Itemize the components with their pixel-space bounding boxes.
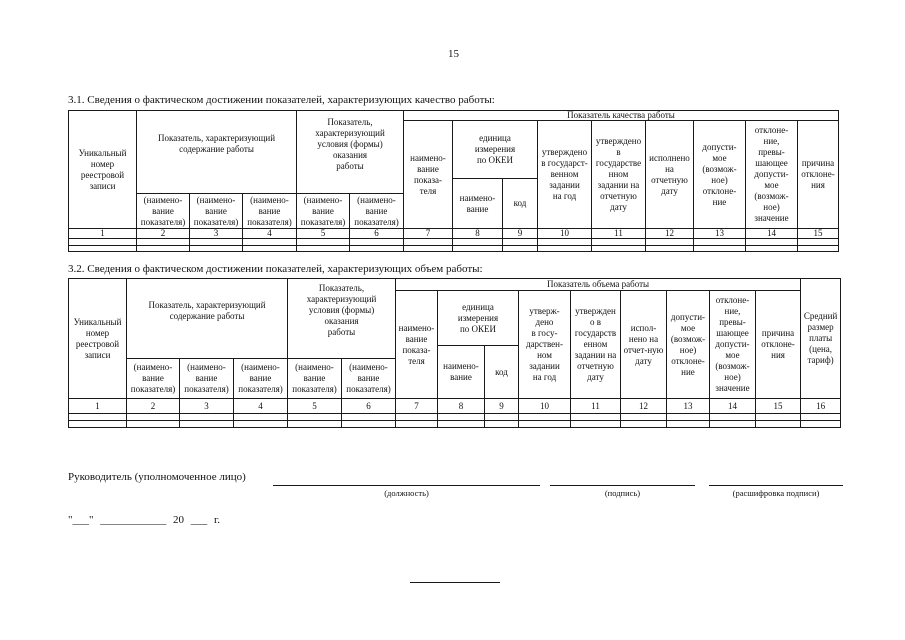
column-number: 4: [243, 229, 297, 239]
header-executed-on-reporting-date: испол- нено на отчет-ную дату: [621, 291, 667, 399]
column-number: 1: [69, 399, 127, 414]
signature-decoding-line: [709, 485, 843, 486]
header-excess-deviation: отклоне- ние, превы- шающее допусти- мое (возмож- ное) значение: [746, 121, 798, 229]
column-number: 13: [694, 229, 746, 239]
data-cell: [288, 421, 342, 428]
column-number: 8: [438, 399, 485, 414]
column-number: 15: [756, 399, 801, 414]
data-cell: [396, 414, 438, 421]
subheader-indicator-name: (наимено- вание показателя): [243, 194, 297, 229]
data-cell: [621, 421, 667, 428]
header-approved-for-year: утверждено в государст- венном задании на год: [538, 121, 592, 229]
header-unit-code: код: [485, 346, 519, 399]
column-number: 12: [646, 229, 694, 239]
column-number: 4: [234, 399, 288, 414]
column-number: 3: [180, 399, 234, 414]
data-cell: [234, 421, 288, 428]
header-approved-for-reporting-date: утверждено в государстве нном задании на отчетную дату: [592, 121, 646, 229]
column-number: 9: [485, 399, 519, 414]
header-unit-code: код: [503, 179, 538, 229]
data-cell: [137, 246, 190, 252]
subheader-indicator-name: (наимено- вание показателя): [234, 359, 288, 399]
data-cell: [503, 239, 538, 246]
data-cell: [485, 414, 519, 421]
data-cell: [342, 414, 396, 421]
data-cell: [190, 246, 243, 252]
subheader-indicator-name: (наимено- вание показателя): [127, 359, 180, 399]
data-row: [69, 421, 841, 428]
header-excess-deviation: отклоне- ние, превы- шающее допусти- мое (возмож- ное) значение: [710, 291, 756, 399]
column-number: 9: [503, 229, 538, 239]
data-cell: [667, 421, 710, 428]
signature-decoding-caption: (расшифровка подписи): [732, 488, 820, 498]
column-number: 12: [621, 399, 667, 414]
column-number: 7: [396, 399, 438, 414]
signature-line: [550, 485, 695, 486]
subheader-indicator-name: (наимено- вание показателя): [297, 194, 350, 229]
column-number: 3: [190, 229, 243, 239]
header-content-indicator-group: Показатель, характеризующий содержание работы: [137, 111, 297, 194]
quality-section-heading: 3.1. Сведения о фактическом достижении показателей, характеризующих качество работы:: [68, 94, 495, 106]
header-indicator-name: наимено- вание показа- теля: [404, 121, 453, 229]
subheader-indicator-name: (наимено- вание показателя): [190, 194, 243, 229]
data-cell: [404, 246, 453, 252]
data-cell: [710, 414, 756, 421]
data-cell: [756, 421, 801, 428]
data-cell: [438, 414, 485, 421]
header-average-fee: Средний размер платы (цена, тариф): [801, 279, 841, 399]
header-unit-name: наимено- вание: [438, 346, 485, 399]
data-cell: [503, 246, 538, 252]
data-cell: [801, 421, 841, 428]
data-cell: [710, 421, 756, 428]
column-number: 1: [69, 229, 137, 239]
header-allowed-deviation: допусти- мое (возмож- ное) отклоне- ние: [694, 121, 746, 229]
column-number: 10: [519, 399, 571, 414]
data-cell: [798, 246, 839, 252]
header-quality-indicator-group: Показатель качества работы: [404, 111, 839, 121]
data-cell: [438, 421, 485, 428]
data-cell: [243, 239, 297, 246]
data-cell: [127, 421, 180, 428]
column-number: 16: [801, 399, 841, 414]
data-cell: [592, 239, 646, 246]
subheader-indicator-name: (наимено- вание показателя): [180, 359, 234, 399]
column-number: 11: [592, 229, 646, 239]
header-deviation-reason: причина отклоне- ния: [798, 121, 839, 229]
subheader-indicator-name: (наимено- вание показателя): [350, 194, 404, 229]
data-cell: [69, 246, 137, 252]
header-content-indicator-group: Показатель, характеризующий содержание работы: [127, 279, 288, 359]
column-numbers-row: [69, 229, 839, 239]
subheader-indicator-name: (наимено- вание показателя): [342, 359, 396, 399]
quality-table: [68, 110, 839, 252]
header-approved-for-year: утверж- дено в госу- дарствен- ном задании на год: [519, 291, 571, 399]
data-cell: [485, 421, 519, 428]
data-row: [69, 414, 841, 421]
data-cell: [297, 246, 350, 252]
column-number: 5: [288, 399, 342, 414]
footnote-separator: [410, 582, 500, 583]
date-line: "___" ____________ 20 ___ г.: [68, 514, 221, 526]
column-number: 14: [746, 229, 798, 239]
header-conditions-indicator-group: Показатель, характеризующий условия (формы) оказания работы: [297, 111, 404, 194]
column-number: 11: [571, 399, 621, 414]
data-row: [69, 246, 839, 252]
subheader-indicator-name: (наимено- вание показателя): [288, 359, 342, 399]
data-cell: [801, 414, 841, 421]
data-cell: [519, 421, 571, 428]
page-number: 15: [448, 48, 459, 60]
data-cell: [538, 239, 592, 246]
data-cell: [453, 239, 503, 246]
data-cell: [288, 414, 342, 421]
data-cell: [646, 239, 694, 246]
column-number: 6: [350, 229, 404, 239]
header-unit-name: наимено- вание: [453, 179, 503, 229]
header-deviation-reason: причина отклоне- ния: [756, 291, 801, 399]
data-cell: [746, 246, 798, 252]
header-executed-on-reporting-date: исполнено на отчетную дату: [646, 121, 694, 229]
header-volume-indicator-group: Показатель объема работы: [396, 279, 801, 291]
header-row: [69, 279, 841, 291]
volume-table: [68, 278, 841, 428]
header-allowed-deviation: допусти- мое (возмож- ное) отклоне- ние: [667, 291, 710, 399]
signatory-label: Руководитель (уполномоченное лицо): [68, 471, 246, 483]
column-number: 14: [710, 399, 756, 414]
column-number: 7: [404, 229, 453, 239]
data-cell: [746, 239, 798, 246]
data-cell: [798, 239, 839, 246]
column-number: 15: [798, 229, 839, 239]
data-cell: [646, 246, 694, 252]
position-line: [273, 485, 540, 486]
header-conditions-indicator-group: Показатель, характеризующий условия (формы) оказания работы: [288, 279, 396, 359]
column-number: 2: [137, 229, 190, 239]
subheader-indicator-name: (наимено- вание показателя): [137, 194, 190, 229]
header-unique-record-number: Уникальный номер реестровой записи: [69, 111, 137, 229]
data-cell: [571, 421, 621, 428]
header-unique-record-number: Уникальный номер реестровой записи: [69, 279, 127, 399]
header-approved-for-reporting-date: утвержден о в государств енном задании на отчетную дату: [571, 291, 621, 399]
data-cell: [592, 246, 646, 252]
data-cell: [404, 239, 453, 246]
data-cell: [756, 414, 801, 421]
data-cell: [396, 421, 438, 428]
column-number: 8: [453, 229, 503, 239]
data-cell: [190, 239, 243, 246]
data-cell: [69, 421, 127, 428]
data-cell: [694, 246, 746, 252]
column-number: 6: [342, 399, 396, 414]
data-cell: [234, 414, 288, 421]
header-unit-okei-group: единица измерения по ОКЕИ: [438, 291, 519, 346]
column-number: 10: [538, 229, 592, 239]
data-cell: [694, 239, 746, 246]
data-cell: [538, 246, 592, 252]
header-unit-okei-group: единица измерения по ОКЕИ: [453, 121, 538, 179]
data-cell: [350, 239, 404, 246]
data-cell: [180, 421, 234, 428]
column-numbers-row: [69, 399, 841, 414]
data-cell: [127, 414, 180, 421]
data-cell: [137, 239, 190, 246]
column-number: 2: [127, 399, 180, 414]
data-cell: [621, 414, 667, 421]
data-cell: [350, 246, 404, 252]
data-cell: [342, 421, 396, 428]
volume-section-heading: 3.2. Сведения о фактическом достижении показателей, характеризующих объем работы:: [68, 263, 483, 275]
data-cell: [180, 414, 234, 421]
column-number: 5: [297, 229, 350, 239]
data-cell: [297, 239, 350, 246]
data-cell: [667, 414, 710, 421]
data-cell: [571, 414, 621, 421]
header-row: [69, 111, 839, 121]
data-cell: [69, 239, 137, 246]
data-cell: [243, 246, 297, 252]
data-row: [69, 239, 839, 246]
column-number: 13: [667, 399, 710, 414]
signature-caption: (подпись): [604, 488, 641, 498]
position-caption: (должность): [384, 488, 429, 498]
data-cell: [453, 246, 503, 252]
data-cell: [69, 414, 127, 421]
header-indicator-name: наимено- вание показа- теля: [396, 291, 438, 399]
data-cell: [519, 414, 571, 421]
